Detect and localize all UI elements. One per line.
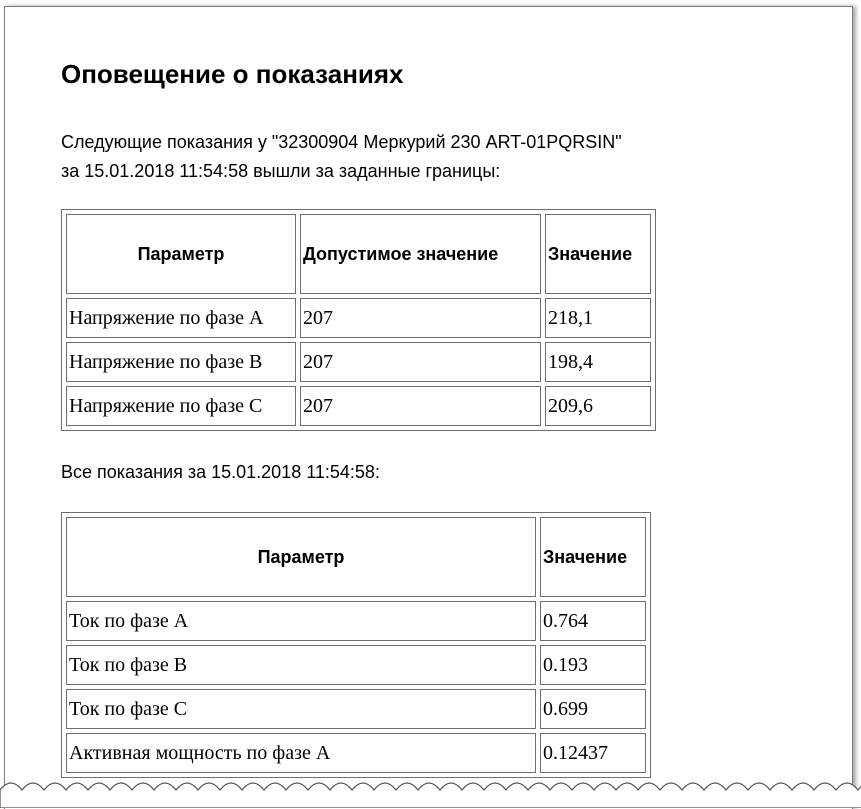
page-title: Оповещение о показаниях [61,59,404,89]
table-cell: 218,1 [545,298,651,338]
intro-line-1: Следующие показания у "32300904 Меркурий 230 ART-01PQRSIN" [61,132,622,152]
table-header-row [66,517,646,597]
table-row [66,601,646,641]
table-cell: 0.193 [540,645,646,685]
torn-edge [0,768,861,808]
table-cell: 198,4 [545,342,651,382]
table-cell: 0.12437 [540,733,646,773]
column-header: Значение [540,517,646,597]
table-cell: 207 [300,342,541,382]
table-cell: Ток по фазе C [66,689,536,729]
table-cell: 209,6 [545,386,651,426]
table-header-row [66,214,651,294]
readings-table [61,512,651,778]
column-header: Параметр [66,517,536,597]
table-row [66,298,651,338]
limits-table [61,209,656,431]
table-cell: 0.699 [540,689,646,729]
all-readings-label: Все показания за 15.01.2018 11:54:58: [61,462,380,482]
document-page [4,6,853,809]
table-cell: Напряжение по фазе B [66,342,296,382]
table-cell: Ток по фазе B [66,645,536,685]
intro-line-2: за 15.01.2018 11:54:58 вышли за заданные границы: [61,161,501,181]
table-row [66,342,651,382]
table-row [66,733,646,773]
table-cell: Напряжение по фазе A [66,298,296,338]
table-row [66,645,646,685]
table-cell: 207 [300,386,541,426]
table-cell: 207 [300,298,541,338]
table-cell: Активная мощность по фазе A [66,733,536,773]
table-row [66,689,646,729]
column-header: Параметр [66,214,296,294]
intro-text [61,128,622,186]
table-cell: Напряжение по фазе C [66,386,296,426]
table-cell: Ток по фазе A [66,601,536,641]
table-row [66,386,651,426]
column-header: Допустимое значение [300,214,541,294]
column-header: Значение [545,214,651,294]
table-cell: 0.764 [540,601,646,641]
